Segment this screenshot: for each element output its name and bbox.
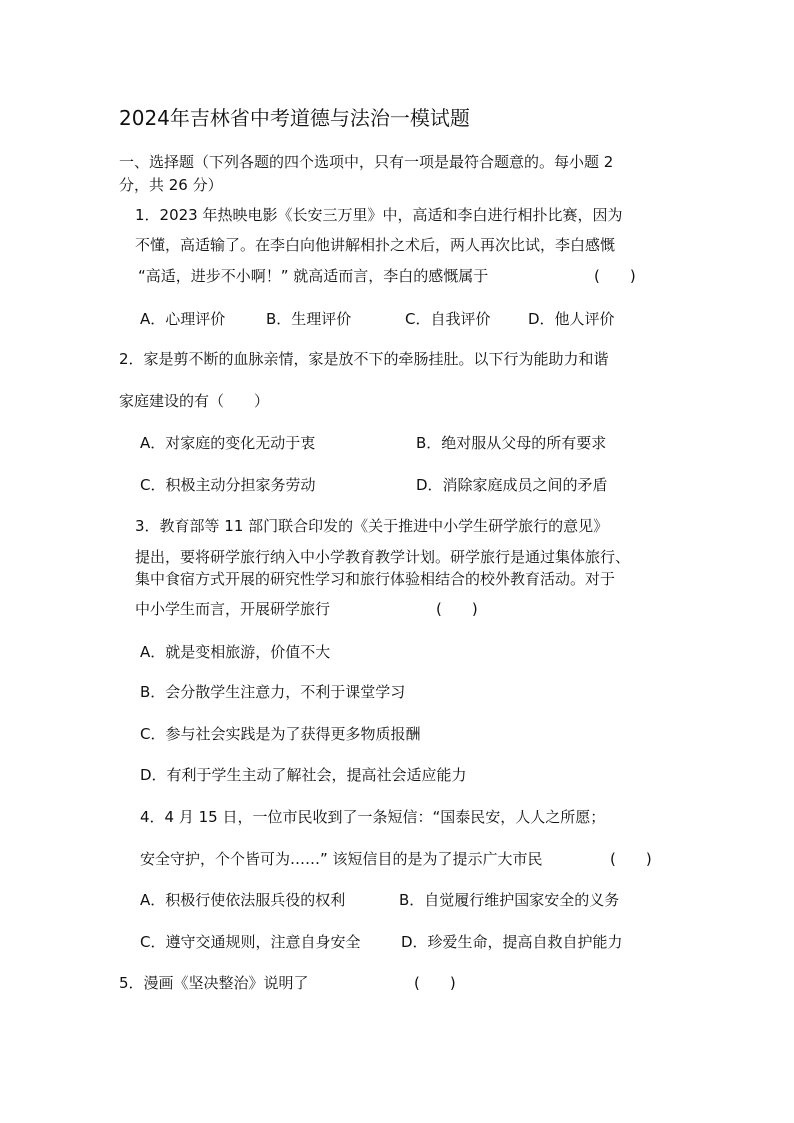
q2-stem-line1: 2．家是剪不断的血脉亲情，家是放不下的牵肠挂肚。以下行为能助力和谐: [119, 350, 609, 368]
q3-answer-paren: ( ): [436, 600, 478, 618]
q3-option-b: B．会分散学生注意力，不利于课堂学习: [140, 683, 406, 701]
q4-stem-line1: 4．4 月 15 日，一位市民收到了一条短信：“国泰民安，人人之所愿；: [140, 808, 606, 826]
q3-option-c: C．参与社会实践是为了获得更多物质报酬: [140, 725, 421, 743]
q4-stem-line2: 安全守护，个个皆可为……” 该短信目的是为了提示广大市民: [140, 850, 543, 868]
q2-option-c: C．积极主动分担家务劳动: [140, 476, 316, 494]
q1-option-a: A．心理评价: [140, 310, 226, 328]
q1-option-c: C．自我评价: [405, 310, 491, 328]
q1-option-d: D．他人评价: [528, 310, 615, 328]
q1-stem-line3: “高适，进步不小啊！” 就高适而言，李白的感慨属于: [138, 267, 489, 285]
q2-option-d: D．消除家庭成员之间的矛盾: [416, 476, 608, 494]
section-heading-line1: 一、选择题（下列各题的四个选项中，只有一项是最符合题意的。每小题 2: [119, 153, 614, 171]
q1-stem-line2: 不懂，高适输了。在李白向他讲解相扑之术后，两人再次比试，李白感慨: [135, 236, 616, 254]
q1-option-b: B．生理评价: [266, 310, 352, 328]
q4-option-a: A．积极行使依法服兵役的权利: [140, 891, 346, 909]
q1-stem-line1: 1．2023 年热映电影《长安三万里》中，高适和李白进行相扑比赛，因为: [135, 206, 623, 224]
q2-option-b: B．绝对服从父母的所有要求: [416, 434, 607, 452]
q3-stem-line4: 中小学生而言，开展研学旅行: [135, 600, 331, 618]
section-heading-line2: 分，共 26 分）: [119, 176, 223, 194]
q3-stem-line1: 3．教育部等 11 部门联合印发的《关于推进中小学生研学旅行的意见》: [135, 517, 609, 535]
page-title: 2024年吉林省中考道德与法治一模试题: [119, 106, 470, 130]
q4-option-b: B．自觉履行维护国家安全的义务: [399, 891, 620, 909]
q5-answer-paren: ( ): [414, 974, 456, 992]
q2-stem-line2: 家庭建设的有（ ）: [119, 392, 270, 410]
q3-option-a: A．就是变相旅游，价值不大: [140, 643, 331, 661]
q2-option-a: A．对家庭的变化无动于衷: [140, 434, 316, 452]
q3-stem-line3: 集中食宿方式开展的研究性学习和旅行体验相结合的校外教育活动。对于: [135, 570, 616, 588]
q3-option-d: D．有利于学生主动了解社会，提高社会适应能力: [140, 766, 467, 784]
q4-answer-paren: ( ): [610, 850, 652, 868]
q4-option-c: C．遵守交通规则，注意自身安全: [140, 933, 361, 951]
q4-option-d: D．珍爱生命，提高自救自护能力: [401, 933, 623, 951]
q1-answer-paren: ( ): [594, 267, 636, 285]
q3-stem-line2: 提出，要将研学旅行纳入中小学教育教学计划。研学旅行是通过集体旅行、: [135, 548, 631, 566]
q5-stem-line1: 5．漫画《坚决整治》说明了: [119, 974, 309, 992]
